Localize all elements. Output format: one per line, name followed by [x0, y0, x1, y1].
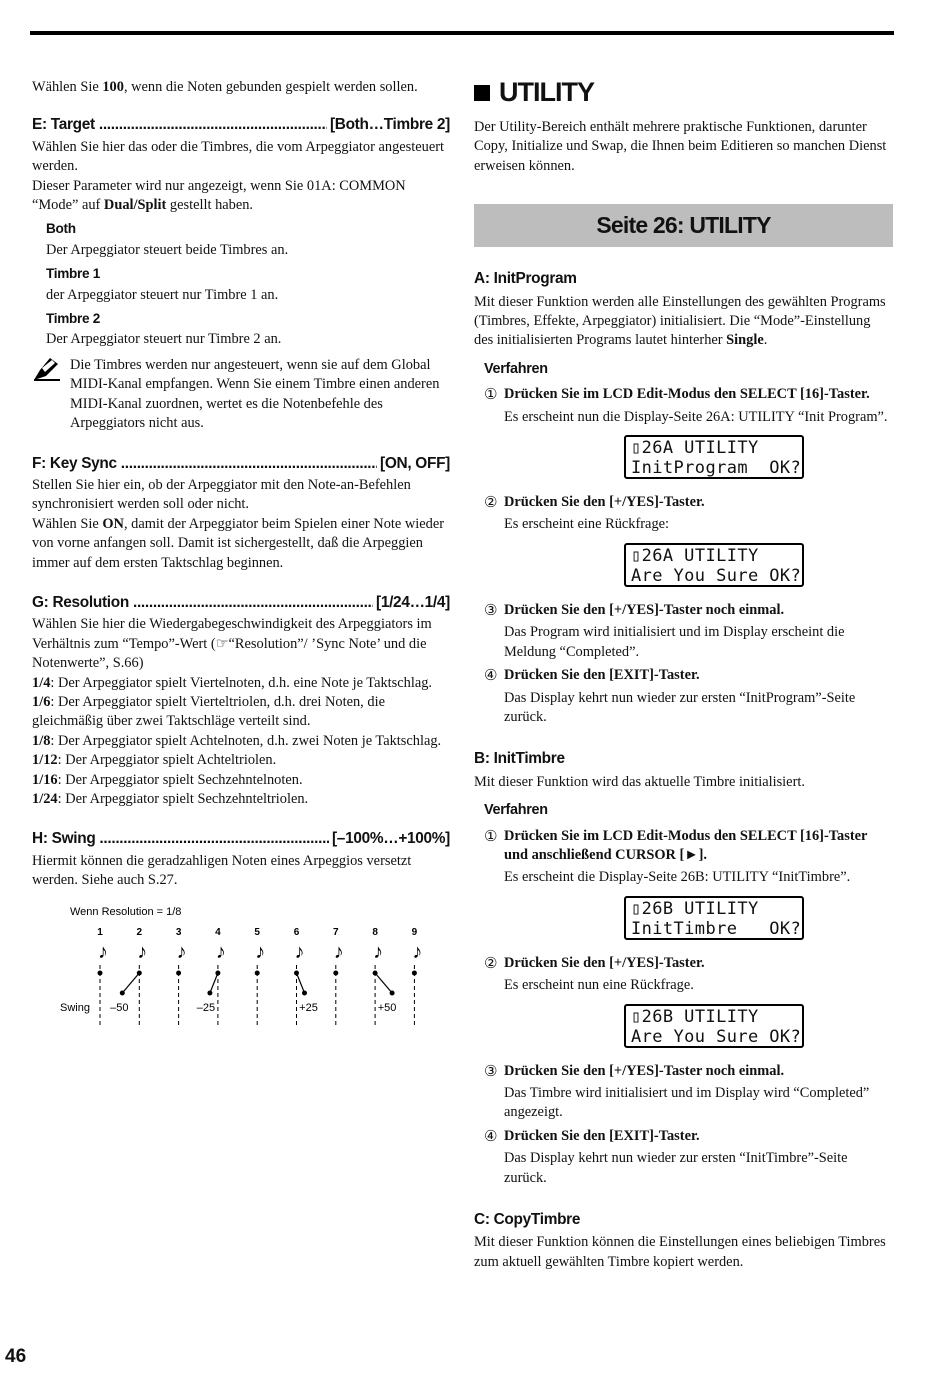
param-label: F: Key Sync .....	[32, 454, 377, 473]
lcd-line2: Are You Sure OK?	[631, 1026, 802, 1047]
lcd-cursor-icon: ▯	[631, 438, 642, 459]
e-target-desc: Wählen Sie hier das oder die Timbres, die vom Arpeggiator angesteuert werden.	[32, 138, 445, 175]
page-number: 46	[5, 1346, 27, 1367]
diagram-title: Wenn Resolution = 1/8	[70, 905, 182, 918]
resolution-item: 1/8: Der Arpeggiator spielt Achtelnoten, d.h. zwei Noten je Taktschlag.	[32, 732, 442, 749]
step-number: ②	[484, 953, 498, 972]
subsection-a-title: A: InitProgram	[474, 270, 577, 288]
swing-value: –25	[196, 1001, 216, 1014]
step-number: ④	[484, 666, 498, 685]
eighth-note-icon: ♪	[255, 940, 266, 963]
procedure-heading: Verfahren	[484, 802, 548, 819]
option-text: Der Arpeggiator steuert beide Timbres an.	[46, 241, 289, 258]
procedure-step	[484, 827, 893, 950]
keysync-on-desc: Wählen Sie ON, damit der Arpeggiator beim Spielen einer Note wieder von vorne anfangen soll. Damit ist sichergestellt, daß die Arpeggien immer auf dem ersten Taktschlag beginnen.	[32, 515, 445, 571]
param-range: [ON, OFF]	[380, 454, 450, 472]
swing-label: Swing	[60, 1001, 90, 1014]
square-bullet-icon	[474, 85, 490, 101]
swing-arrow	[122, 973, 139, 993]
beat-dot	[333, 970, 338, 975]
lcd-line2: Are You Sure OK?	[631, 565, 802, 586]
option-title: Timbre 1	[46, 266, 101, 282]
procedure-step	[484, 601, 893, 662]
option-title: Timbre 2	[46, 311, 101, 327]
step-desc: Es erscheint nun die Display-Seite 26A: UTILITY “Init Program”.	[504, 408, 888, 425]
swing-diagram	[60, 905, 440, 1035]
pencil-note-icon	[32, 356, 70, 434]
resolution-desc: Wählen Sie hier die Wiedergabegeschwindigkeit des Arpeggiators im Verhältnis zum “Tempo”-Wert (☞“Resolution”/ ’Sync Note’ und die Notenwerte”, S.66)	[32, 616, 432, 672]
lcd-cursor-icon: ▯	[631, 545, 642, 566]
beat-dot	[98, 970, 103, 975]
step-desc: Das Display kehrt nun wieder zur ersten “InitTimbre”-Seite zurück.	[504, 1150, 848, 1186]
eighth-note-icon: ♪	[215, 940, 226, 963]
param-range: [Both…Timbre 2]	[329, 116, 450, 134]
lcd-display	[624, 435, 804, 479]
lcd-line1: 26B UTILITY	[641, 1006, 759, 1027]
beat-number: 4	[215, 926, 221, 938]
lcd-cursor-icon: ▯	[631, 1006, 642, 1027]
lcd-cursor-icon: ▯	[631, 898, 642, 919]
param-e-target	[32, 115, 450, 134]
initprogram-desc: Mit dieser Funktion werden alle Einstellungen des gewählten Programs (Timbres, Effekte, Arpeggiator) initialisiert. Die “Mode”-Einstellung des initialisierten Programs lautet hinterher Single.	[474, 293, 886, 349]
eighth-note-icon: ♪	[333, 940, 344, 963]
eighth-note-icon: ♪	[373, 940, 384, 963]
param-range: [–100%…+100%]	[331, 830, 450, 848]
subsection-b-title: B: InitTimbre	[474, 750, 565, 768]
resolution-item: 1/6: Der Arpeggiator spielt Vierteltriolen, d.h. drei Noten, die gleichmäßig über zwei Taktschläge verteilt sind.	[32, 693, 385, 730]
lcd-line1: 26A UTILITY	[641, 438, 759, 459]
param-g-resolution	[32, 593, 450, 612]
step-title: Drücken Sie den [+/YES]-Taster.	[504, 954, 705, 971]
section-heading	[474, 78, 893, 108]
step-title: Drücken Sie den [+/YES]-Taster noch einmal.	[504, 601, 785, 618]
lcd-display	[624, 1004, 804, 1048]
eighth-note-icon: ♪	[294, 940, 305, 963]
lcd-line2: InitProgram OK?	[631, 458, 802, 479]
step-number: ③	[484, 600, 498, 619]
eighth-note-icon: ♪	[98, 940, 108, 963]
beat-dot	[255, 970, 260, 975]
procedure-step	[484, 666, 893, 727]
resolution-item: 1/24: Der Arpeggiator spielt Sechzehnteltriolen.	[32, 791, 309, 807]
e-target-condition: Dieser Parameter wird nur angezeigt, wenn Sie 01A: COMMON “Mode” auf Dual/Split gestellt haben.	[32, 177, 406, 214]
step-number: ①	[484, 385, 498, 404]
lcd-line2: InitTimbre OK?	[631, 918, 802, 939]
beat-number: 1	[97, 926, 103, 938]
inittimbre-desc: Mit dieser Funktion wird das aktuelle Timbre initialisiert.	[474, 773, 805, 790]
param-label: G: Resolution .....	[32, 593, 373, 612]
param-h-swing	[32, 829, 450, 848]
step-number: ④	[484, 1126, 498, 1145]
keysync-desc: Stellen Sie hier ein, ob der Arpeggiator mit den Note-an-Befehlen synchronisiert werden soll oder nicht.	[32, 476, 411, 513]
step-number: ②	[484, 493, 498, 512]
beat-number: 3	[175, 926, 182, 938]
procedure-heading: Verfahren	[484, 360, 548, 377]
option-text: der Arpeggiator steuert nur Timbre 1 an.	[46, 286, 279, 303]
resolution-item: 1/16: Der Arpeggiator spielt Sechzehntelnoten.	[32, 771, 303, 788]
left-column	[32, 78, 450, 1041]
swing-value: +25	[299, 1001, 318, 1014]
step-desc: Es erscheint nun eine Rückfrage.	[504, 977, 694, 994]
step-title: Drücken Sie den [EXIT]-Taster.	[504, 667, 700, 684]
utility-intro: Der Utility-Bereich enthält mehrere praktische Funktionen, darunter Copy, Initialize und Swap, die Ihnen beim Editieren so manchen Dienst erweisen können.	[474, 119, 887, 174]
intro-text: Wählen Sie 100, wenn die Noten gebunden gespielt werden sollen.	[32, 79, 418, 95]
top-rule	[30, 31, 894, 35]
step-number: ③	[484, 1061, 498, 1080]
swing-arrow	[375, 973, 392, 993]
procedure-step	[484, 493, 893, 597]
step-desc: Es erscheint eine Rückfrage:	[504, 516, 670, 533]
beat-number: 7	[333, 926, 339, 938]
copytimbre-desc: Mit dieser Funktion können die Einstellungen eines beliebigen Timbres zum aktuell gewählten Timbre kopiert werden.	[474, 1234, 886, 1270]
param-f-keysync	[32, 454, 450, 473]
param-label: H: Swing .....	[32, 829, 329, 848]
param-range: [1/24…1/4]	[376, 593, 450, 611]
section-heading-text: UTILITY	[499, 77, 594, 108]
lcd-line1: 26A UTILITY	[641, 545, 759, 566]
resolution-item: 1/4: Der Arpeggiator spielt Viertelnoten, d.h. eine Note je Taktschlag.	[32, 674, 433, 691]
procedure-step	[484, 385, 893, 489]
option-title: Both	[46, 221, 76, 237]
lcd-display	[624, 543, 804, 587]
swing-arrow	[210, 973, 218, 993]
eighth-note-icon: ♪	[176, 940, 187, 963]
note-box	[32, 356, 450, 434]
beat-number: 5	[254, 926, 260, 938]
param-label: E: Target .....	[32, 115, 327, 134]
step-desc: Das Display kehrt nun wieder zur ersten “InitProgram”-Seite zurück.	[504, 689, 856, 725]
swing-value: +50	[377, 1001, 397, 1014]
step-title: Drücken Sie den [+/YES]-Taster noch einmal.	[504, 1062, 785, 1079]
resolution-item: 1/12: Der Arpeggiator spielt Achteltriolen.	[32, 752, 277, 769]
swing-value: –50	[110, 1001, 129, 1014]
step-desc: Das Timbre wird initialisiert und im Display wird “Completed” angezeigt.	[504, 1084, 870, 1121]
beat-number: 9	[411, 926, 418, 938]
step-title: Drücken Sie den [+/YES]-Taster.	[504, 494, 705, 511]
swing-arrow	[297, 973, 305, 993]
procedure-step	[484, 1127, 893, 1188]
beat-dot	[412, 970, 417, 975]
beat-number: 6	[293, 926, 300, 938]
note-text: Die Timbres werden nur angesteuert, wenn sie auf dem Global MIDI-Kanal empfangen. Wenn Sie einem Timbre einen anderen MIDI-Kanal zuordnen, wertet es die Notenbefehle des Arpeggiators nicht aus.	[70, 356, 440, 432]
step-number: ①	[484, 826, 498, 845]
lcd-display	[624, 896, 804, 940]
step-title: Drücken Sie im LCD Edit-Modus den SELECT [16]-Taster.	[504, 386, 870, 403]
procedure-step	[484, 954, 893, 1058]
beat-number: 2	[136, 926, 143, 938]
step-title: Drücken Sie den [EXIT]-Taster.	[504, 1127, 700, 1144]
subsection-c-title: C: CopyTimbre	[474, 1211, 581, 1228]
page-title-bar: Seite 26: UTILITY	[474, 204, 893, 247]
lcd-line1: 26B UTILITY	[641, 898, 759, 919]
beat-dot	[176, 970, 181, 975]
step-title: Drücken Sie im LCD Edit-Modus den SELECT [16]-Taster und anschließend CURSOR [►].	[504, 827, 868, 863]
right-column	[474, 78, 893, 1272]
eighth-note-icon: ♪	[412, 940, 423, 963]
step-desc: Das Program wird initialisiert und im Display erscheint die Meldung “Completed”.	[504, 624, 845, 660]
procedure-step	[484, 1062, 893, 1123]
step-desc: Es erscheint die Display-Seite 26B: UTILITY “InitTimbre”.	[504, 869, 851, 886]
swing-desc: Hiermit können die geradzahligen Noten eines Arpeggios versetzt werden. Siehe auch S.27.	[32, 852, 412, 889]
eighth-note-icon: ♪	[137, 940, 148, 963]
option-text: Der Arpeggiator steuert nur Timbre 2 an.	[46, 331, 282, 348]
beat-number: 8	[372, 926, 378, 938]
